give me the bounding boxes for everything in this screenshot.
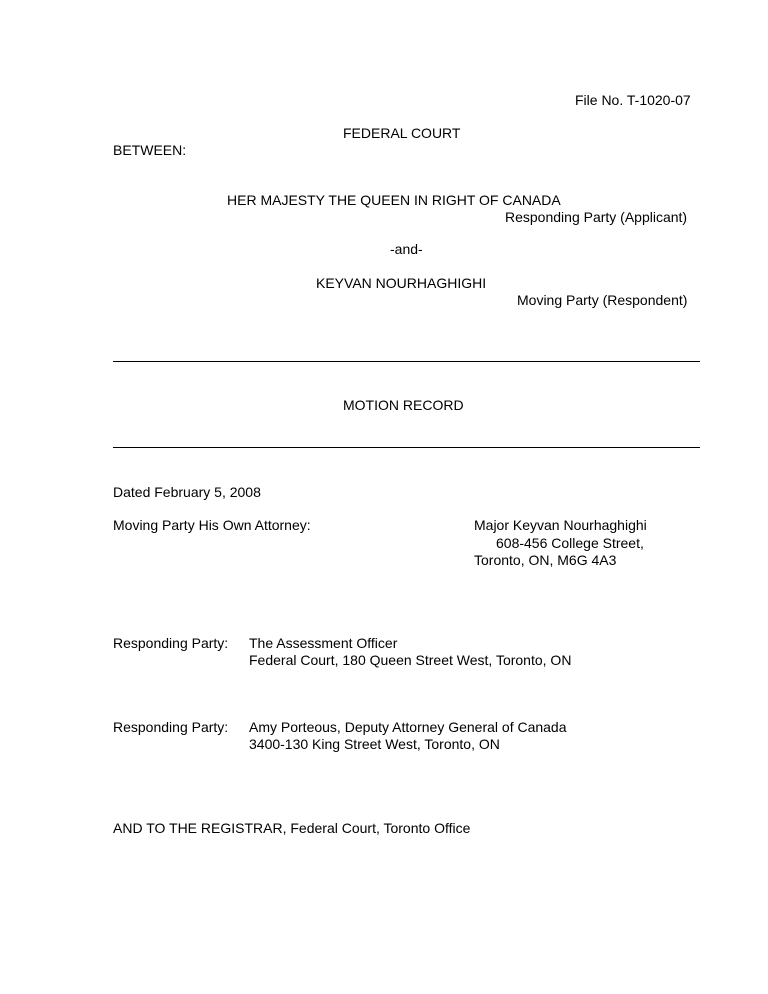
- top-rule: [113, 361, 700, 362]
- moving-party-label: Moving Party His Own Attorney:: [113, 517, 311, 533]
- responding-party-line: The Assessment Officer: [249, 635, 398, 651]
- moving-party-name: Major Keyvan Nourhaghighi: [474, 517, 647, 533]
- and-separator: -and-: [390, 241, 423, 257]
- responding-party-line: Amy Porteous, Deputy Attorney General of Canada: [249, 719, 567, 735]
- respondent-role: Moving Party (Respondent): [517, 292, 688, 308]
- moving-party-address-1: 608-456 College Street,: [496, 535, 644, 551]
- between-label: BETWEEN:: [113, 142, 187, 158]
- applicant-name: HER MAJESTY THE QUEEN IN RIGHT OF CANADA: [227, 192, 561, 208]
- responding-party-label: Responding Party:: [113, 719, 229, 735]
- applicant-role: Responding Party (Applicant): [505, 209, 688, 225]
- responding-party-address: Federal Court, 180 Queen Street West, Toronto, ON: [249, 652, 572, 668]
- bottom-rule: [113, 447, 700, 448]
- file-number: File No. T-1020-07: [575, 92, 691, 108]
- dated-line: Dated February 5, 2008: [113, 484, 261, 500]
- document-title: MOTION RECORD: [343, 397, 464, 413]
- responding-party-label: Responding Party:: [113, 635, 229, 651]
- registrar-line: AND TO THE REGISTRAR, Federal Court, Toronto Office: [113, 820, 471, 836]
- respondent-name: KEYVAN NOURHAGHIGHI: [316, 275, 487, 291]
- court-name: FEDERAL COURT: [343, 125, 461, 141]
- moving-party-address-2: Toronto, ON, M6G 4A3: [474, 552, 617, 568]
- responding-party-address: 3400-130 King Street West, Toronto, ON: [249, 736, 500, 752]
